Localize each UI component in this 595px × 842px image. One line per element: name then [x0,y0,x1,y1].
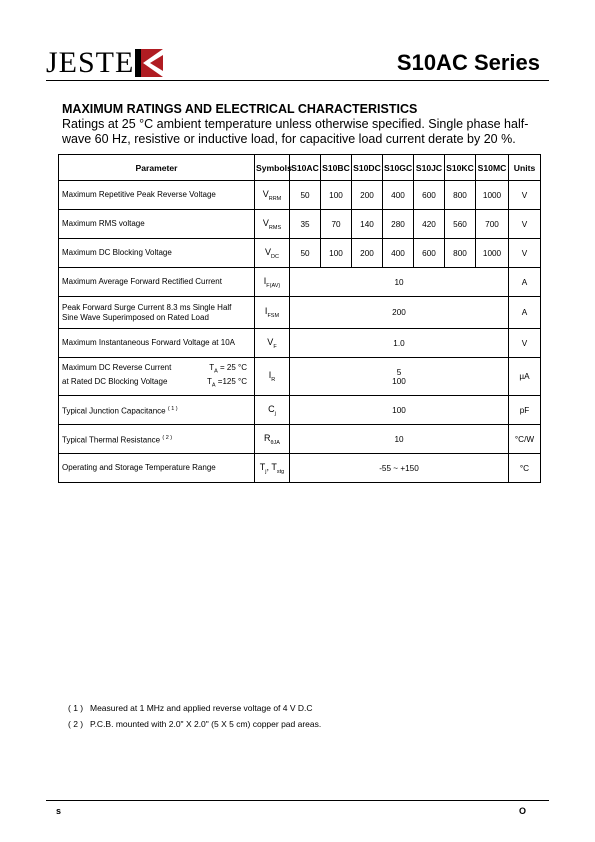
footnote-text: Measured at 1 MHz and applied reverse voltage of 4 V D.C [90,703,313,713]
param-cell: Maximum RMS voltage [59,210,255,239]
footnote-ref: ( 2 ) [162,434,173,441]
symbol-cell: $V_{RMS}$ [255,210,290,239]
param-line: Sine Wave Superimposed on Rated Load [62,312,209,322]
table-row [59,358,541,396]
param-cell [59,358,255,396]
table-row [59,329,541,358]
value-cell: 400 [383,239,414,268]
table-row [59,297,541,329]
param-cell: Maximum Repetitive Peak Reverse Voltage [59,181,255,210]
value-cell: 600 [414,181,445,210]
param-cell: Maximum DC Blocking Voltage [59,239,255,268]
unit-cell: V [509,239,541,268]
param-cell: Maximum Instantaneous Forward Voltage at 10A [59,329,255,358]
footnote-mark: ( 2 ) [68,719,84,729]
value-cell: 10 [290,268,509,297]
table-row [59,268,541,297]
value-cell: 800 [445,181,476,210]
symbol-cell: $V_F$ [255,329,290,358]
unit-cell: °C/W [509,425,541,454]
footnote-ref: ( 1 ) [167,405,178,412]
unit-cell: °C [509,454,541,483]
value-cell: 100 [321,181,352,210]
value-cell: -55 ~ +150 [290,454,509,483]
footer-left-text: s [56,806,62,816]
unit-cell: A [509,297,541,329]
value-cell: 10 [290,425,509,454]
table-row [59,181,541,210]
footer-divider [46,800,549,801]
value-cell: 5 100 [290,358,509,396]
unit-cell: V [509,181,541,210]
symbol-cell: $I_R$ [255,358,290,396]
symbol-cell: $R_{\theta JA}$ [255,425,290,454]
header-divider [46,80,549,81]
symbol-cell: $I_{FSM}$ [255,297,290,329]
param-cell [59,297,255,329]
unit-cell: V [509,329,541,358]
ratings-table [58,154,541,483]
param-line: at Rated DC Blocking Voltage $T_A =125$ °C [62,376,247,389]
col-part: S10KC [445,155,476,181]
value-cell: 100 [290,396,509,425]
value-cell: 600 [414,239,445,268]
param-line: Peak Forward Surge Current 8.3 ms Single Half [62,302,232,312]
value-cell: 140 [352,210,383,239]
unit-cell: pF [509,396,541,425]
company-logo [46,48,163,78]
unit-cell: A [509,268,541,297]
symbol-cell: $T_j$, $T_{stg}$ [255,454,290,483]
value-cell: 1.0 [290,329,509,358]
symbol-cell: $I_{F(AV)}$ [255,268,290,297]
symbol-cell: $V_{RRM}$ [255,181,290,210]
value-cell: 35 [290,210,321,239]
value-cell: 1000 [476,239,509,268]
section-description: Ratings at 25 °C ambient temperature unless otherwise specified. Single phase half-wave 60 Hz, resistive or inductive load, for capacitive load current derate by 20 %. [62,117,529,146]
value-cell: 200 [290,297,509,329]
footer-right-text: O [519,806,527,816]
value-cell: 70 [321,210,352,239]
table-row [59,239,541,268]
col-part: S10JC [414,155,445,181]
value-cell: 800 [445,239,476,268]
footnote-mark: ( 1 ) [68,703,84,713]
symbol-cell: $C_j$ [255,396,290,425]
table-row [59,454,541,483]
footnote [68,700,321,716]
logo-text: JESTE [46,46,135,79]
param-cell: Typical Thermal Resistance $^{( 2 )}$ [59,425,255,454]
unit-cell: µA [509,358,541,396]
value-cell: 200 [352,239,383,268]
value-cell: 700 [476,210,509,239]
value-cell: 280 [383,210,414,239]
footnote-text: P.C.B. mounted with 2.0" X 2.0" (5 X 5 cm) copper pad areas. [90,719,322,729]
value-cell: 1000 [476,181,509,210]
value-cell: 50 [290,239,321,268]
value-cell: 50 [290,181,321,210]
footnotes [68,700,321,732]
col-part: S10GC [383,155,414,181]
col-part: S10DC [352,155,383,181]
value-cell: 420 [414,210,445,239]
col-parameter: Parameter [59,155,255,181]
table-header-row [59,155,541,181]
series-title: S10AC Series [396,50,540,75]
table-row [59,210,541,239]
col-symbols: Symbols [255,155,290,181]
value-cell: 200 [352,181,383,210]
value-cell: 400 [383,181,414,210]
param-cell: Maximum Average Forward Rectified Current [59,268,255,297]
logo-k-mark [135,49,163,77]
section-title: MAXIMUM RATINGS AND ELECTRICAL CHARACTERISTICS [62,102,418,116]
col-part: S10BC [321,155,352,181]
param-line: Maximum DC Reverse Current $T_A = 25$ °C [62,362,247,375]
value-cell: 560 [445,210,476,239]
unit-cell: V [509,210,541,239]
table-row [59,396,541,425]
symbol-cell: $V_{DC}$ [255,239,290,268]
value-cell: 100 [321,239,352,268]
table-row [59,425,541,454]
param-cell: Typical Junction Capacitance $^{( 1 )}$ [59,396,255,425]
footnote [68,716,321,732]
col-part: S10MC [476,155,509,181]
col-units: Units [509,155,541,181]
col-part: S10AC [290,155,321,181]
param-cell: Operating and Storage Temperature Range [59,454,255,483]
